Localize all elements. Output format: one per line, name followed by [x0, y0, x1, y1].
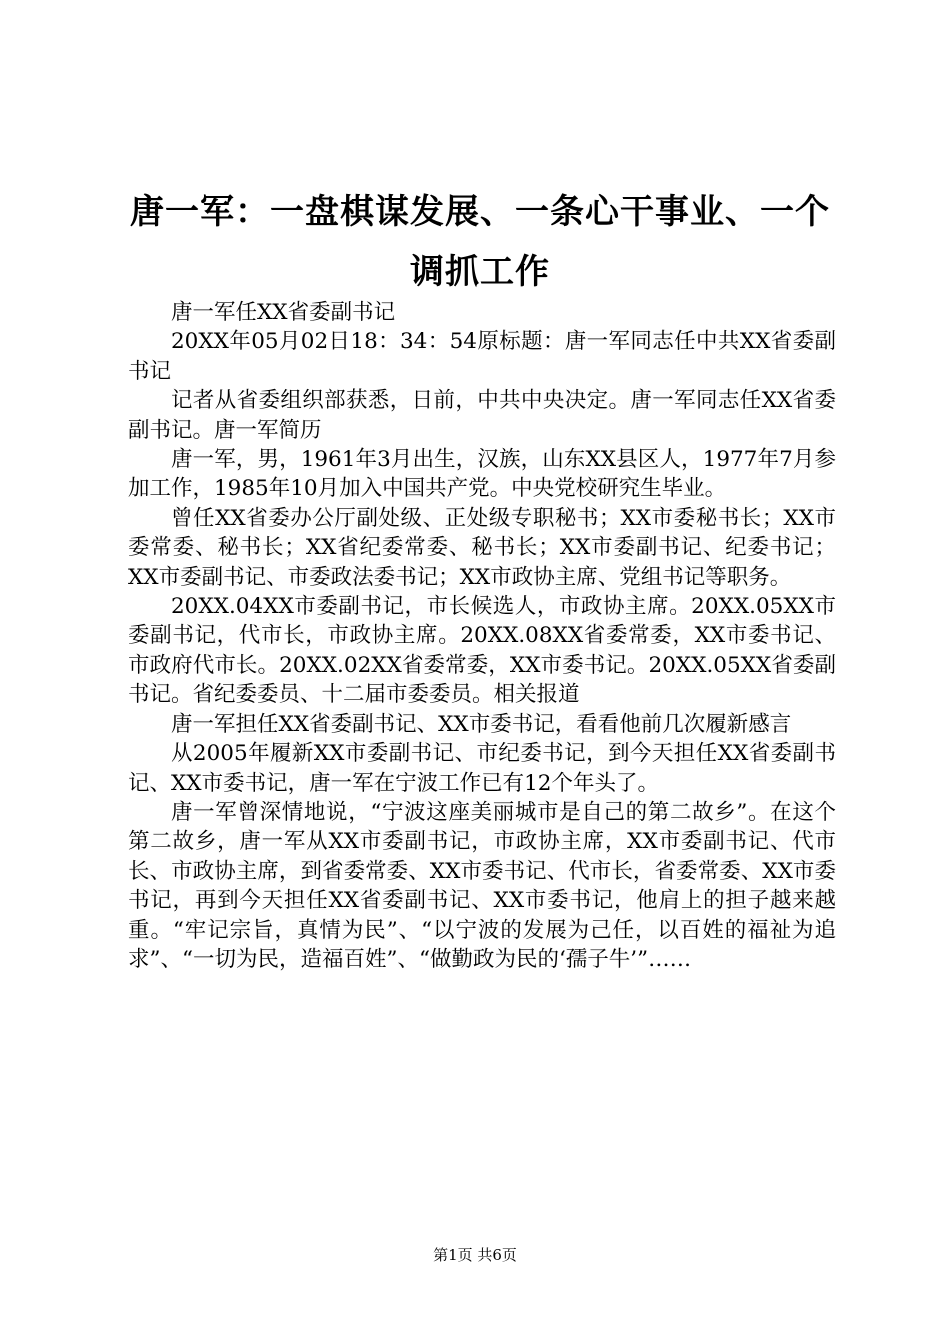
paragraph: 唐一军曾深情地说，“宁波这座美丽城市是自己的第二故乡”。在这个第二故乡，唐一军从XX市委副书记，市政协主席，XX市委副书记、代市长、市政协主席，到省委常委、XX市委书记、代市长，省委常委、XX市委书记，再到今天担任XX省委副书记、XX市委书记，他肩上的担子越来越重。“牢记宗旨，真情为民”、“以宁波的发展为己任，以百姓的福祉为追求”、“一切为民，造福百姓”、“做勤政为民的‘孺子牛’”……: [128, 799, 836, 972]
page-footer: [0, 1245, 950, 1265]
paragraph: 唐一军，男，1961年3月出生，汉族，山东XX县区人，1977年7月参加工作，1985年10月加入中国共产党。中央党校研究生毕业。: [128, 447, 836, 502]
paragraph: 20XX.04XX市委副书记，市长候选人，市政协主席。20XX.05XX市委副书记，代市长，市政协主席。20XX.08XX省委常委，XX市委书记、市政府代市长。20XX.02XX省委常委，XX市委书记。20XX.05XX省委副书记。省纪委委员、十二届市委委员。相关报道: [128, 594, 836, 708]
title-line-2: 调抓工作: [410, 252, 550, 292]
document-title: [120, 182, 840, 302]
paragraph: 记者从省委组织部获悉，日前，中共中央决定。唐一军同志任XX省委副书记。唐一军简历: [128, 388, 836, 443]
document-body: [128, 298, 836, 974]
title-line-1: 唐一军：一盘棋谋发展、一条心干事业、一个: [130, 192, 830, 232]
paragraph: 20XX年05月02日18：34：54原标题：唐一军同志任中共XX省委副书记: [128, 329, 836, 384]
paragraph: 曾任XX省委办公厅副处级、正处级专职秘书；XX市委秘书长；XX市委常委、秘书长；XX省纪委常委、秘书长；XX市委副书记、纪委书记；XX市委副书记、市委政法委书记；XX市政协主席、党组书记等职务。: [128, 505, 836, 590]
paragraph: 从2005年履新XX市委副书记、市纪委书记，到今天担任XX省委副书记、XX市委书记，唐一军在宁波工作已有12个年头了。: [128, 741, 836, 796]
paragraph: 唐一军担任XX省委副书记、XX市委书记，看看他前几次履新感言: [171, 711, 792, 737]
page-number: 第1页 共6页: [433, 1246, 517, 1264]
paragraph: 唐一军任XX省委副书记: [171, 300, 396, 325]
